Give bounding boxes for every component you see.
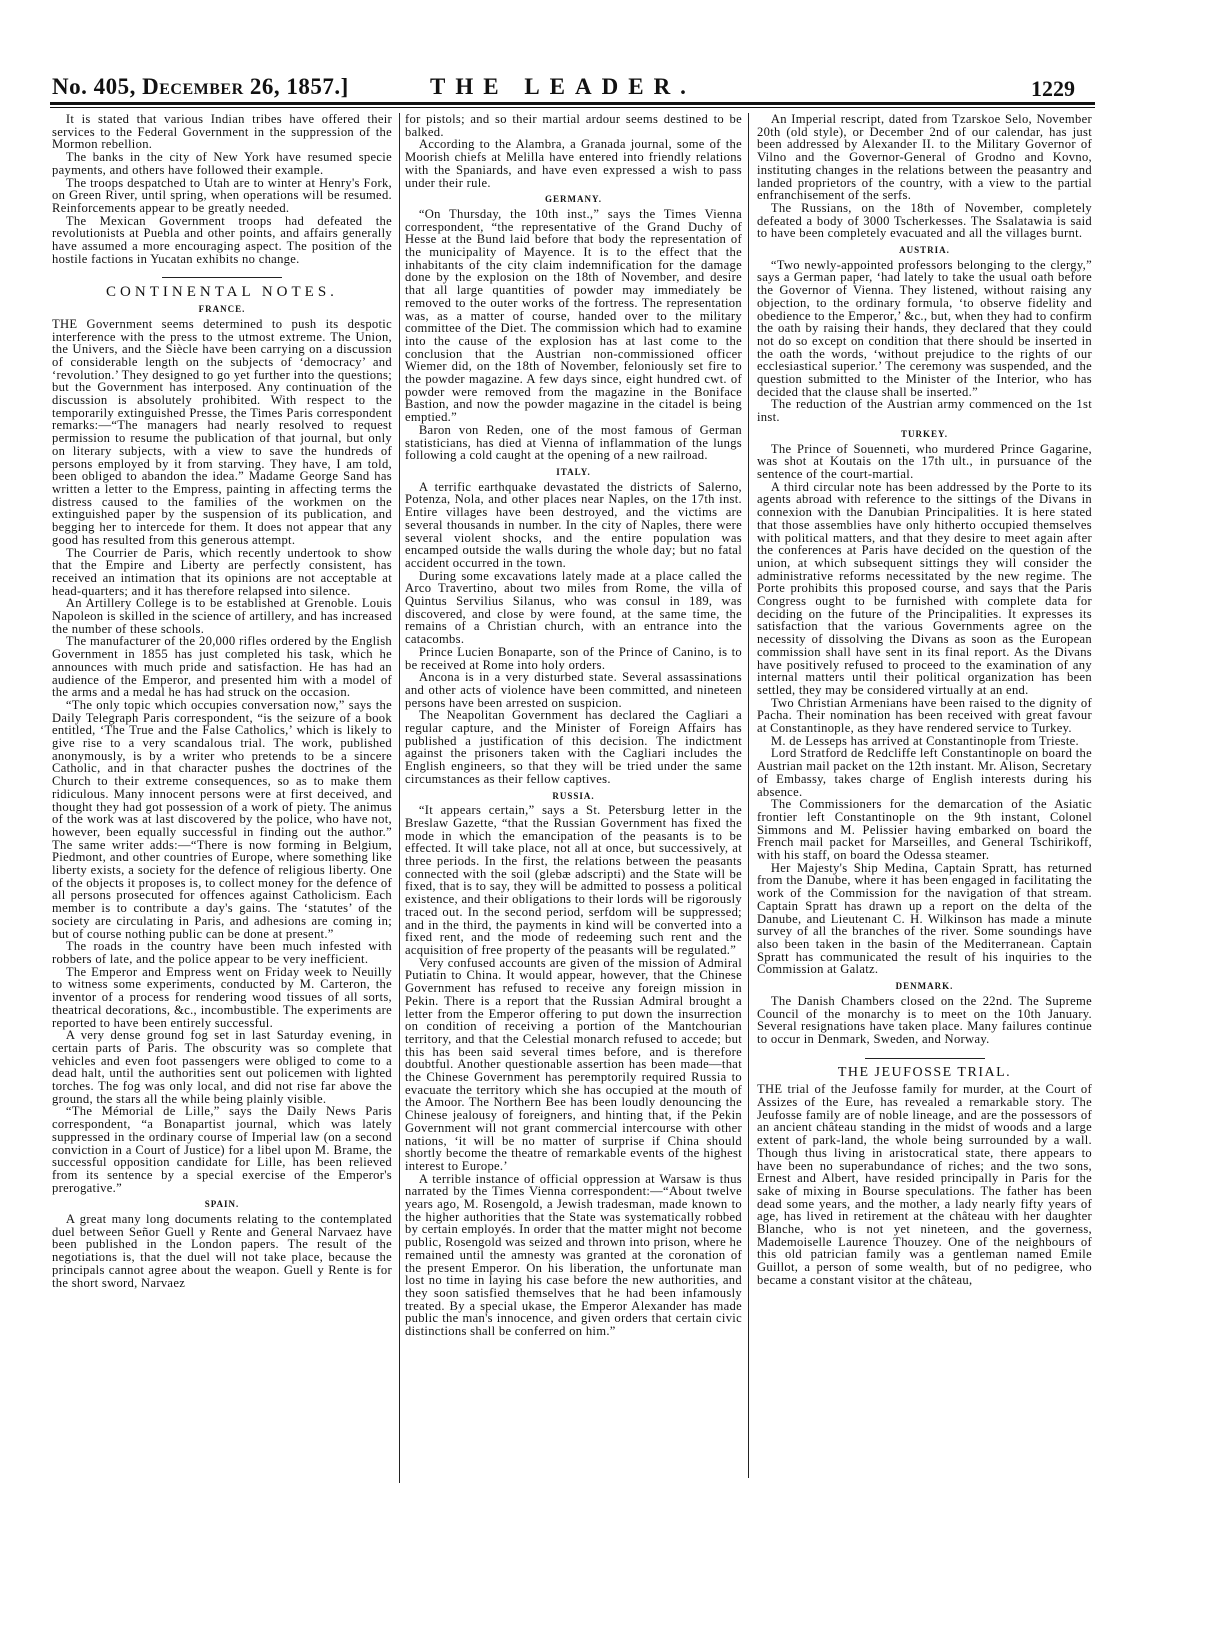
header-rule	[50, 102, 1095, 105]
paragraph: An Artillery College is to be established at Grenoble. Louis Napoleon is skilled in the science of artillery, and has increased the number of these schools.	[52, 596, 392, 636]
section-divider	[162, 277, 282, 278]
issue-line	[52, 74, 349, 100]
paragraph: “It appears certain,” says a St. Petersburg letter in the Breslaw Gazette, “that the Russian Government has fixed the mode in which the emancipation of the peasants is to be effected. It will take place, not all at once, but successively, at three periods. In the first, the relations between the peasants connected with the soil (glebæ adscripti) and the State will be fixed, that is to say, they will be admitted to possess a political existence, and their obligations to their lords will be rigorously traced out. In the second period, serfdom will be suppressed; and in the third, the payments in kind will be converted into a fixed rent, and the mode of redeeming such rent and the acquisition of free property of the peasants will be regulated.”	[405, 803, 742, 957]
paragraph: The roads in the country have been much infested with robbers of late, and the police appear to be very inefficient.	[52, 939, 392, 966]
paragraph: The banks in the city of New York have resumed specie payments, and others have followed their example.	[52, 150, 392, 177]
paragraph: Her Majesty's Ship Medina, Captain Spratt, has returned from the Danube, where it has been engaged in facilitating the work of the Commission for the navigation of that stream. Captain Spratt has drawn up a report on the delta of the Danube, and Lieutenant C. H. Wilkinson has made a minute survey of all the branches of the river. Some soundings have also been taken in the basin of the Mediterranean. Captain Spratt has communicated the result of his inquiries to the Commission at Galatz.	[757, 860, 1092, 977]
paragraph: The Mexican Government troops had defeated the revolutionists at Puebla and other points, and affairs generally have assumed a more encouraging aspect. The position of the hostile factions in Yucatan exhibits no change.	[52, 213, 392, 266]
paragraph: “On Thursday, the 10th inst.,” says the Times Vienna correspondent, “the representative of the Grand Duchy of Hesse at the Bund laid before that body the representation of the municipality of Mayence. It is to the effect that the inhabitants of the city claim indemnification for the damage done by the explosion on the 18th of November, and desire that all large quantities of powder may immediately be removed to the outer works of the fortress. The representation was, as a matter of course, handed over to the military committee of the Diet. The commission which had to examine into the cause of the explosion has at last come to the conclusion that the Austrian non-commissioned officer Wiemer did, on the 18th of November, feloniously set fire to the powder magazine. A few days since, eight hundred cwt. of powder were removed from the magazine in the Boniface Bastion, and now the powder magazine in the citadel is being emptied.”	[405, 206, 742, 425]
subheading-italy: ITALY.	[556, 466, 591, 477]
subheading-austria: AUSTRIA.	[899, 245, 950, 256]
paragraph: A terrible instance of official oppression at Warsaw is thus narrated by the Times Vienna correspondent:—“About twelve years ago, M. Rosengold, a Jewish tradesman, made known to the higher authorities that the State was systematically robbed by certain employés. In order that the matter might not become public, Rosengold was seized and thrown into prison, where he remained until the amnesty was granted at the coronation of the present Emperor. On his liberation, the unfortunate man lost no time in laying his case before the new authorities, and they soon satisfied themselves that he had been infamously treated. By a special ukase, the Emperor Alexander has made public the man's innocence, and given orders that certain civic distinctions shall be conferred on him.”	[405, 1171, 742, 1339]
paragraph: Lord Stratford de Redcliffe left Constantinople on board the Austrian mail packet on the 12th instant. Mr. Alison, Secretary of Embassy, takes charge of English interests during his absence.	[757, 746, 1092, 799]
paragraph: THE Government seems determined to push its despotic interference with the press to the utmost extreme. The Union, the Univers, and the Siècle have been carrying on a discussion of considerable length on the subjects of ‘democracy’ and ‘revolution.’ They designed to go yet further into the questions; but the Government has interposed. Any continuation of the discussion is absolutely prohibited. With respect to the temporarily extinguished Presse, the Times Paris correspondent remarks:—“The managers had nearly resolved to request permission to resume the publication of that journal, but only on literary subjects, with a view to save the hundreds of persons employed by it from starving. They have, I am told, been obliged to abandon the idea.” Madame George Sand has written a letter to the Empress, painting in affecting terms the distress caused to the families of the workmen on the extinguished paper by the suspension of its publication, and begging her to intercede for them. It does not appear that any good has resulted from this generous attempt.	[52, 316, 392, 547]
column-3	[757, 113, 1092, 1287]
subheading-france: FRANCE.	[198, 304, 246, 315]
issue-number: No. 405,	[52, 74, 136, 99]
paragraph: A terrific earthquake devastated the districts of Salerno, Potenza, Nola, and other places near Naples, on the 17th inst. Entire villages have been destroyed, and the victims are several thousands in number. In the city of Naples, there were several violent shocks, and the entire population was encamped outside the walls during the whole day; but no fatal accident occurred in the town.	[405, 479, 742, 570]
paragraph: Prince Lucien Bonaparte, son of the Prince of Canino, is to be received at Rome into holy orders.	[405, 644, 742, 672]
paragraph: The reduction of the Austrian army commenced on the 1st inst.	[757, 397, 1092, 425]
paragraph: The Danish Chambers closed on the 22nd. The Supreme Council of the monarchy is to meet on the 10th January. Several resignations have taken place. Many failures continue to occur in Denmark, Sweden, and Norway.	[757, 993, 1092, 1046]
paragraph: An Imperial rescript, dated from Tzarskoe Selo, November 20th (old style), or December 2nd of our calendar, has just been addressed by Alexander II. to the Military Governor of Vilno and the Governor-General of Grodno and Kovno, instituting changes in the relations between the peasantry and landed proprietors of the country, with a view to the partial enfranchisement of the serfs.	[757, 112, 1092, 203]
column-1	[52, 113, 392, 1289]
paragraph: A great many long documents relating to the contemplated duel between Señor Guell y Rente and General Narvaez have been published in the London papers. The result of the negotiations is, that the duel will not take place, because the principals cannot agree about the weapon. Guell y Rente is for the short sword, Narvaez	[52, 1212, 392, 1290]
paragraph: Baron von Reden, one of the most famous of German statisticians, has died at Vienna of inflammation of the lungs following a cold caught at the opening of a new railroad.	[405, 422, 742, 463]
paragraph: for pistols; and so their martial ardour seems destined to be balked.	[405, 112, 742, 139]
paragraph: According to the Alambra, a Granada journal, some of the Moorish chiefs at Melilla have entered into friendly relations with the Spaniards, and have even expressed a wish to pass under their rule.	[405, 137, 742, 190]
section-divider	[865, 1058, 985, 1059]
section-heading-continental-notes: CONTINENTAL NOTES.	[106, 284, 338, 301]
paragraph: “The only topic which occupies conversation now,” says the Daily Telegraph Paris correspondent, “is the seizure of a book entitled, ‘The True and the False Catholics,’ which is likely to give rise to a very scandalous trial. The work, published anonymously, is by a writer who pretends to be a sincere Catholic, and in that character pushes the doctrines of the Church to their extreme consequences, so as to make them ridiculous. Many innocent persons were at first deceived, and thought they had got possession of a work of piety. The animus of the work was at last discovered by the police, who have not, however, been equally successful in finding out the author.” The same writer adds:—“There is now forming in Belgium, Piedmont, and other countries of Europe, where something like liberty exists, a society for the defence of religious liberty. One of the objects it proposes is, to collect money for the defence of all persons prosecuted for offences against Catholicism. Each member is to contribute a day's gains. The ‘statutes’ of the society are circulating in Paris, and adhesions are coming in; but of course nothing public can be done at present.”	[52, 697, 392, 941]
paragraph: M. de Lesseps has arrived at Constantinople from Trieste.	[770, 733, 1079, 748]
subheading-germany: GERMANY.	[545, 194, 602, 205]
paragraph: The Neapolitan Government has declared the Cagliari a regular capture, and the Minister of Foreign Affairs has published a justification of this decision. The indictment against the prisoners taken with the Cagliari includes the English engineers, so that they will be tried under the same circumstances as their fellow captives.	[405, 708, 742, 786]
paragraph: The Emperor and Empress went on Friday week to Neuilly to witness some experiments, conducted by M. Carteron, the inventor of a process for rendering wood tissues of all sorts, theatrical decorations, &c., incombustible. The experiments are reported to have been entirely successful.	[52, 964, 392, 1030]
paragraph: The Commissioners for the demarcation of the Asiatic frontier left Constantinople on the 9th instant, Colonel Simmons and M. Pelissier having embarked on board the French mail packet for Marseilles, and General Tschirikoff, with his staff, on board the Odessa steamer.	[757, 797, 1092, 863]
subheading-russia: RUSSIA.	[552, 790, 595, 801]
paragraph: The Prince of Souenneti, who murdered Prince Gagarine, was shot at Koutais on the 17th ult., in pursuance of the sentence of the court-martial.	[757, 441, 1092, 481]
column-divider	[399, 113, 400, 1483]
section-heading-jeufosse-trial: THE JEUFOSSE TRIAL.	[837, 1064, 1012, 1080]
subheading-denmark: DENMARK.	[895, 981, 954, 992]
paragraph: “The Mémorial de Lille,” says the Daily News Paris correspondent, “a Bonapartist journal, which was lately suppressed in the ordinary course of Imperial law (on a second conviction in a Court of Justice) for a libel upon M. Brame, the successful opposition candidate for Lille, has been relieved from its sentence by a special exercise of the Emperor's prerogative.”	[52, 1104, 392, 1195]
paragraph: THE trial of the Jeufosse family for murder, at the Court of Assizes of the Eure, has revealed a remarkable story. The Jeufosse family are of noble lineage, and are the possessors of an ancient château standing in the midst of woods and a large extent of park-land, the whole being surrounded by a wall. Though thus living in aristocratical state, there appears to have been no superabundance of riches; and the two sons, Ernest and Albert, have resided principally in Paris for the sake of mixing in Bourse speculations. The father has been dead some years, and the mother, a lady nearly fifty years of age, has lived in retirement at the château with her daughter Blanche, who is not yet nineteen, and the governess, Mademoiselle Laurence Thouzey. One of the neighbours of this old patrician family was a gentleman named Emile Guillot, a person of some wealth, but of no pedigree, who became a constant visitor at the château,	[757, 1082, 1092, 1287]
paper-title: THE LEADER.	[430, 74, 696, 99]
paragraph: The Courrier de Paris, which recently undertook to show that the Empire and Liberty are perfectly consistent, has received an intimation that its opinions are not acceptable at head-quarters; and it has therefore relapsed into silence.	[52, 545, 392, 598]
paragraph: The manufacturer of the 20,000 rifles ordered by the English Government in 1855 has just completed his task, which he announces with much pride and satisfaction. He has had an audience of the Emperor, and presented him with a model of the arms and a medal he has had struck on the occasion.	[52, 634, 392, 700]
paragraph: “Two newly-appointed professors belonging to the clergy,” says a German paper, ‘had lately to take the usual oath before the Governor of Vienna. They listened, without raising any objection, to the ordinary formula, ‘to observe fidelity and obedience to the Emperor,’ &c., but, when they had to confirm the oath by raising their hands, they declared that they could not do so except on condition that there should be inserted in the oath the words, ‘without prejudice to the rights of our ecclesiastical superior.’ The ceremony was suspended, and the question submitted to the Minister of the Interior, who has decided that the clause shall be inserted.”	[757, 257, 1092, 399]
paragraph: A third circular note has been addressed by the Porte to its agents abroad with reference to the sittings of the Divans in connexion with the Danubian Principalities. It is here stated that those assemblies have only hitherto occupied themselves with political matters, and that they desire to meet again after the conferences at Paris have decided on the question of the union, at which subsequent sittings they will consider the administrative reforms necessitated by the new regime. The Porte prohibits this proposed course, and says that the Paris Congress ought to be furnished with complete data for deciding on the future of the Principalities. It expresses its satisfaction that the various Governments agree on the necessity of dissolving the Divans as soon as the European commission shall have sent in its final report. As the Divans have positively refused to proceed to the examination of any internal matters until their political organization has been settled, they may be considered virtually at an end.	[757, 479, 1092, 697]
paragraph: The Russians, on the 18th of November, completely defeated a body of 3000 Tscherkesses. The Ssalatawia is said to have been completely evacuated and all the villages burnt.	[757, 200, 1092, 241]
header-rule-thin	[50, 107, 1095, 108]
column-2	[405, 113, 742, 1338]
page-number: 1229	[1031, 76, 1075, 101]
paragraph: Very confused accounts are given of the mission of Admiral Putiatin to China. It would appear, however, that the Chinese Government has refused to receive any foreign mission in Pekin. There is a report that the Russian Admiral brought a letter from the Emperor offering to put down the insurrection on condition of receiving a portion of the Mantchourian territory, and that the Celestial monarch refused to accede; but this has been said several times before, and is therefore doubtful. Another questionable assertion has been made—that the Chinese Government has peremptorily required Russia to evacuate the territory which she has occupied at the mouth of the Amoor. The Northern Bee has been loudly denouncing the Chinese jealousy of foreigners, and hinting that, if the Pekin Government will not grant commercial intercourse with other nations, ‘it will be no matter of surprise if China should shortly become the theatre of remarkable events of the highest interest to Europe.’	[405, 955, 742, 1173]
subheading-turkey: TURKEY.	[901, 428, 948, 439]
paragraph: During some excavations lately made at a place called the Arco Travertino, about two miles from Rome, the villa of Quintus Servilius Silanus, who was consul in 189, was discovered, and close by were found, at the same time, the remains of a Christian church, with an entrance into the catacombs.	[405, 568, 742, 647]
subheading-spain: SPAIN.	[204, 1199, 240, 1210]
issue-date: 26, 1857.]	[249, 74, 349, 99]
paragraph: The troops despatched to Utah are to winter at Henry's Fork, on Green River, until spring, when operations will be resumed. Reinforcements appear to be greatly needed.	[52, 175, 392, 215]
paragraph: Ancona is in a very disturbed state. Several assassinations and other acts of violence have been committed, and nineteen persons have been arrested on suspicion.	[405, 670, 742, 710]
paragraph: It is stated that various Indian tribes have offered their services to the Federal Government in the suppression of the Mormon rebellion.	[52, 112, 392, 152]
issue-month: December	[142, 74, 244, 99]
column-divider	[748, 113, 749, 1478]
paragraph: Two Christian Armenians have been raised to the dignity of Pacha. Their nomination has been received with great favour at Constantinople, as they have rendered service to Turkey.	[757, 695, 1092, 736]
paragraph: A very dense ground fog set in last Saturday evening, in certain parts of Paris. The obscurity was so complete that vehicles and even foot passengers were obliged to come to a dead halt, until the authorities sent out policemen with lighted torches. The fog was only local, and did not rise far above the ground, the stars all the while being plainly visible.	[52, 1028, 392, 1106]
masthead	[50, 70, 1095, 100]
